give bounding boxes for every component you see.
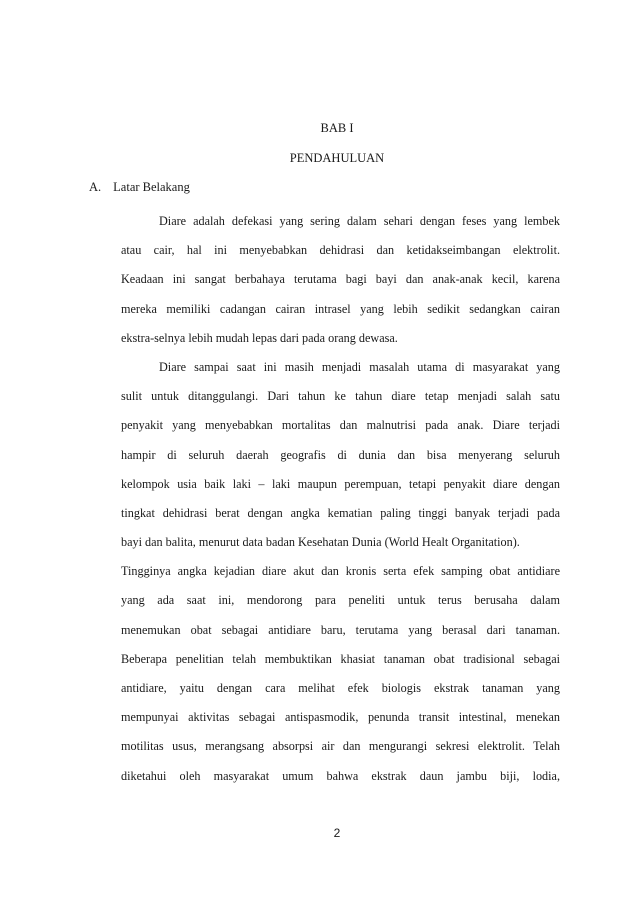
paragraph-line: mempunyai aktivitas sebagai antispasmodik, penunda transit intestinal, menekan (121, 710, 560, 725)
paragraph-line: yang ada saat ini, mendorong para peneliti untuk terus berusaha dalam (121, 593, 560, 608)
paragraph-line: atau cair, hal ini menyebabkan dehidrasi dan ketidakseimbangan elektrolit. (121, 243, 560, 258)
page-number: 2 (333, 826, 341, 840)
paragraph-line: tingkat dehidrasi berat dengan angka kematian paling tinggi banyak terjadi pada (121, 505, 560, 520)
chapter-title: PENDAHULUAN (289, 151, 385, 165)
paragraph-line: Diare adalah defekasi yang sering dalam sehari dengan feses yang lembek (159, 214, 560, 228)
section-marker: A. (89, 180, 102, 194)
paragraph-line: ekstra-selnya lebih mudah lepas dari pada orang dewasa. (121, 330, 398, 345)
paragraph-line: kelompok usia baik laki – laki maupun perempuan, tetapi penyakit diare dengan (121, 476, 560, 491)
paragraph-line: motilitas usus, merangsang absorpsi air dan mengurangi sekresi elektrolit. Telah (121, 739, 560, 754)
section-title: Latar Belakang (113, 180, 190, 194)
paragraph-line: Beberapa penelitian telah membuktikan khasiat tanaman obat tradisional sebagai (121, 651, 560, 666)
paragraph-line: Tingginya angka kejadian diare akut dan kronis serta efek samping obat antidiare (121, 564, 560, 579)
paragraph-line: antidiare, yaitu dengan cara melihat efek biologis ekstrak tanaman yang (121, 681, 560, 695)
section-heading (89, 180, 190, 195)
paragraph-line: Diare sampai saat ini masih menjadi masalah utama di masyarakat yang (159, 359, 560, 374)
paragraph-line: penyakit yang menyebabkan mortalitas dan malnutrisi pada anak. Diare terjadi (121, 418, 560, 433)
chapter-number: BAB I (320, 121, 354, 135)
body-text (121, 210, 560, 794)
paragraph-line: Keadaan ini sangat berbahaya terutama bagi bayi dan anak-anak kecil, karena (121, 272, 560, 287)
paragraph-line: menemukan obat sebagai antidiare baru, terutama yang berasal dari tanaman. (121, 622, 560, 637)
paragraph-line: mereka memiliki cadangan cairan intrasel yang lebih sedikit sedangkan cairan (121, 301, 560, 316)
paragraph-line: diketahui oleh masyarakat umum bahwa ekstrak daun jambu biji, lodia, (121, 768, 560, 783)
paragraph-line: sulit untuk ditanggulangi. Dari tahun ke tahun diare tetap menjadi salah satu (121, 389, 560, 404)
paragraph-line: bayi dan balita, menurut data badan Kesehatan Dunia (World Healt Organitation). (121, 535, 520, 550)
paragraph-line: hampir di seluruh daerah geografis di dunia dan bisa menyerang seluruh (121, 447, 560, 462)
